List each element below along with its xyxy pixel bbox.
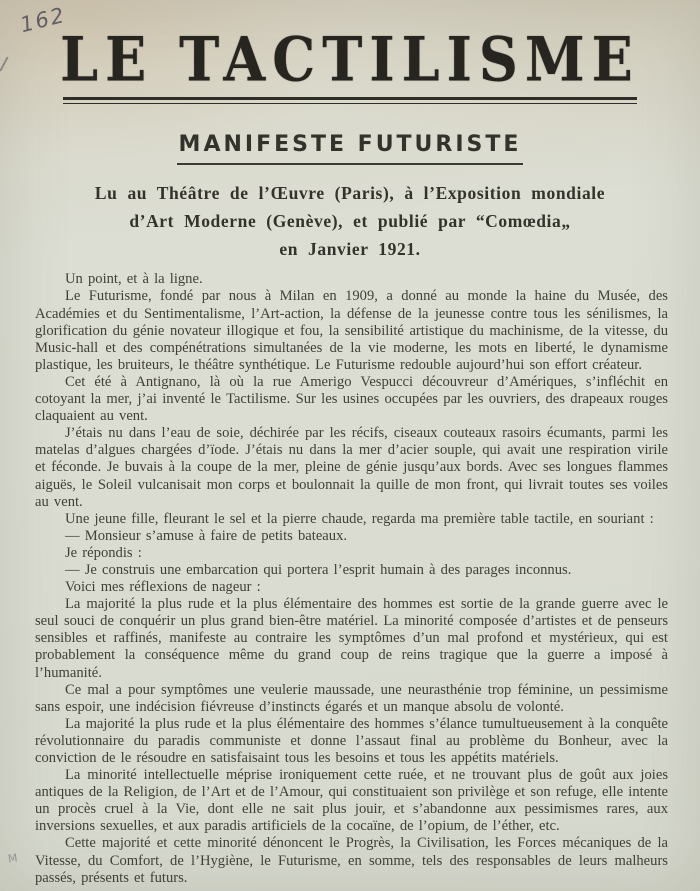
manifesto-subtitle: MANIFESTE FUTURISTE — [177, 132, 524, 165]
publication-line-3: en Janvier 1921. — [279, 239, 421, 260]
manifesto-paragraph: J’étais nu dans l’eau de soie, déchirée par les récifs, ciseaux couteaux rasoirs écumants, parmi les matelas d’algues chargées d’ïode. J’étais nu dans la mer d’acier souple, qui avait une respiration virile et féconde. Je buvais à la coupe de la mer, pleine de génie jusqu’aux bords. Avec ses longues flammes aiguës, le Soleil vulcanisait mon corps et boulonnait la quille de mon front, qui livrait toutes ses voiles au vent. — [35, 425, 668, 510]
manifesto-paragraph: Une jeune fille, fleurant le sel et la pierre chaude, regarda ma première table tactile, en souriant : — [65, 510, 654, 527]
manifesto-paragraph: Un point, et à la ligne. — [65, 271, 203, 288]
manifesto-paragraph: Ce mal a pour symptômes une veulerie maussade, une neurasthénie trop féminine, un pessimisme sans espoir, une indécision fiévreuse d’instincts égarés et un manque absolu de volonté. — [35, 681, 668, 715]
document-title: LE TACTILISME — [60, 23, 640, 96]
publication-line-1: Lu au Théâtre de l’Œuvre (Paris), à l’Exposition mondiale — [94, 183, 606, 204]
manifesto-paragraph: Voici mes réflexions de nageur : — [65, 579, 261, 596]
manifesto-paragraph: La majorité la plus rude et la plus élémentaire des hommes s’élance tumultueusement à la conquête révolutionnaire du paradis communiste et donne l’assaut final au problème du Bonheur, avec la conviction de le résoudre en satisfaisaint tous les besoins et tous les appétits matériels. — [35, 715, 668, 767]
publication-info — [0, 179, 700, 263]
manifesto-paragraph-dialogue: — Je construis une embarcation qui portera l’esprit humain à des parages inconnus. — [65, 561, 572, 578]
manifesto-body — [35, 271, 668, 886]
manifesto-paragraph-dialogue: — Monsieur s’amuse à faire de petits bateaux. — [65, 527, 348, 544]
subtitle-container — [0, 132, 700, 165]
pencil-mark-bottom: M — [7, 851, 19, 866]
manifesto-paragraph: Cette majorité et cette minorité dénoncent le Progrès, la Civilisation, les Forces mécaniques de la Vitesse, du Comfort, de l’Hygiène, le Futurisme, en somme, tels des responsables de leurs malheurs passés, présents et futurs. — [35, 835, 668, 886]
manifesto-paragraph: La majorité la plus rude et la plus élémentaire des hommes est sortie de la grande guerre avec le seul souci de conquérir un plus grand bien-être matériel. La minorité composée d’artistes et de penseurs sensibles et raffinés, manifeste au contraire les symptômes d’un mal profond et mystérieux, qui est probablement la conséquence même du grand coup de reins tragique que la guerre a imposé à l’humanité. — [35, 596, 668, 681]
manifesto-paragraph: Cet été à Antignano, là où la rue Amerigo Vespucci découvreur d’Amériques, s’infléchit en cotoyant la mer, j’ai inventé le Tactilisme. Sur les usines occupées par les ouvriers, des drapeaux rouges claquaient au vent. — [35, 373, 668, 425]
manifesto-paragraph: Le Futurisme, fondé par nous à Milan en 1909, a donné au monde la haine du Musée, des Académies et du Sentimentalisme, l’Art-action, la défense de la jeunesse contre tous les sénilismes, la glorification du génie novateur illogique et fou, la sensibilité artistique du machinisme, de la vitesse, du Music-hall et des compénétrations simultanées de la vie moderne, les mots en liberté, le dynamisme plastique, les bruiteurs, le théâtre synthétique. Le Futurisme redouble aujourd’hui son effort créateur. — [35, 288, 668, 373]
manifesto-paragraph-dialogue: Je répondis : — [65, 544, 142, 561]
publication-line-2: d’Art Moderne (Genève), et publié par “Comœdia„ — [129, 211, 571, 232]
manifesto-paragraph: La minorité intellectuelle méprise ironiquement cette ruée, et ne trouvant plus de goût aux joies antiques de la Religion, de l’Art et de l’Amour, qui constituaient son privilège et son refuge, elle intente un procès cruel à la Vie, dont elle ne sait plus jouir, et s’abandonne aux pessimismes rares, aux inversions sexuelles, et aux paradis artificiels de la cocaïne, de l’opium, de l’éther, etc. — [35, 767, 668, 835]
handwritten-page-number: 162 — [17, 2, 69, 38]
title-double-rule — [63, 97, 637, 104]
